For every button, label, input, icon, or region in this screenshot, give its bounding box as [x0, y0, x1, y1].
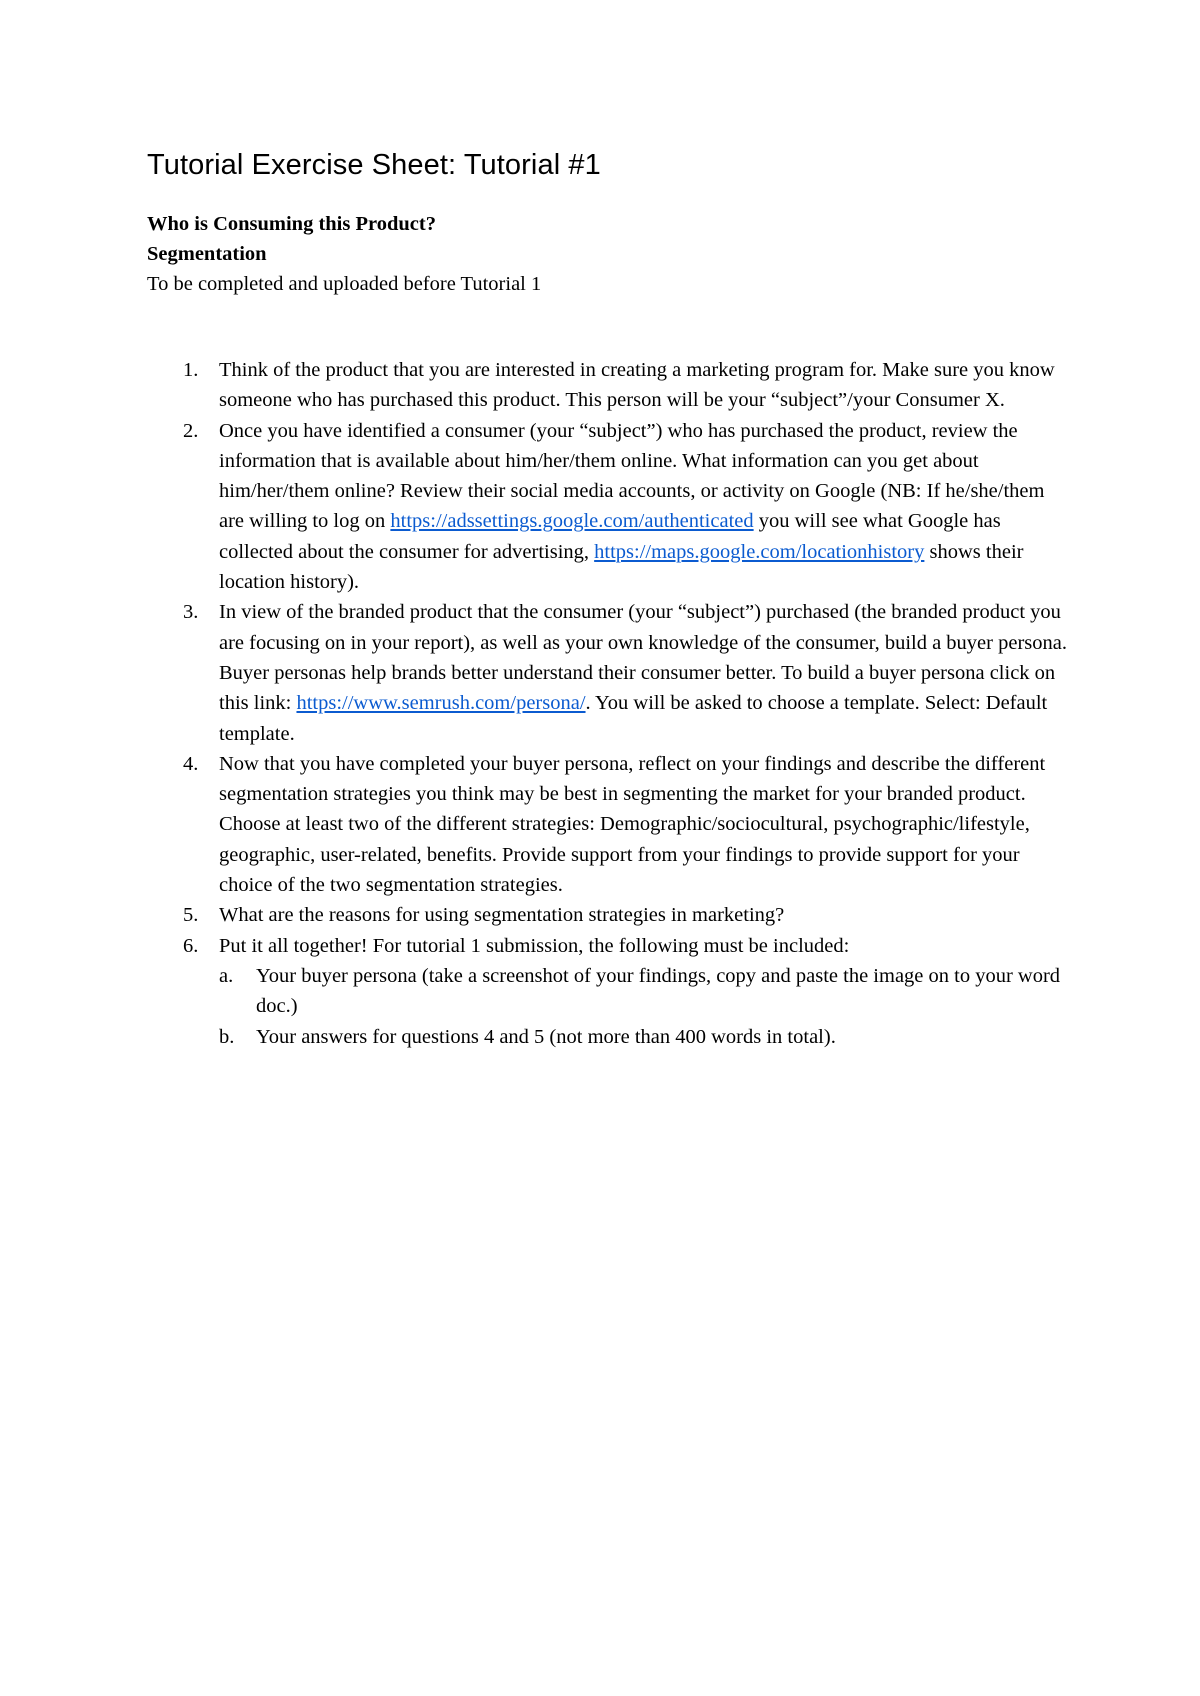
sub-list-letter: b. — [219, 1025, 235, 1048]
list-item-text: you will see what Google has collected about the consumer for advertising, — [219, 510, 1001, 563]
list-item-text: Once you have identified a consumer (your “subject”) who has purchased the product, review the information that is available about him/her/them online. What information can you get about him/her/them online? Review their social media accounts, or activity on Google (NB: If he/she/them are willing to log on — [219, 419, 1045, 533]
sub-list-text: Your buyer persona (take a screenshot of your findings, copy and paste the image on to your word doc.) — [256, 964, 1061, 1018]
ads-settings-link[interactable]: https://adssettings.google.com/authenticated — [390, 510, 754, 533]
list-item-text: Put it all together! For tutorial 1 submission, the following must be included: — [219, 934, 850, 957]
semrush-persona-link[interactable]: https://www.semrush.com/persona/ — [296, 692, 586, 715]
list-item-text: In view of the branded product that the consumer (your “subject”) purchased (the branded product you are focusing on in your report), as well as your own knowledge of the consumer, build a buyer persona. Buyer personas help brands better understand their consumer better. To build a buyer persona click on this link: — [219, 601, 1067, 715]
location-history-link[interactable]: https://maps.google.com/locationhistory — [594, 540, 925, 563]
sub-list-item-a — [219, 961, 1074, 1022]
sub-list — [219, 961, 1074, 1052]
list-number: 3. — [183, 601, 199, 624]
list-item-1 — [147, 355, 1074, 416]
page-title: Tutorial Exercise Sheet: Tutorial #1 — [147, 149, 601, 181]
list-number: 6. — [183, 934, 199, 957]
list-item-5 — [147, 900, 1074, 930]
task-list — [147, 355, 1077, 1052]
instruction-text: To be completed and uploaded before Tutorial 1 — [147, 273, 542, 295]
sub-list-item-b — [219, 1022, 1074, 1052]
sub-list-letter: a. — [219, 964, 234, 987]
list-number: 1. — [183, 359, 199, 381]
list-number: 2. — [183, 419, 199, 442]
list-item-text: Think of the product that you are interested in creating a marketing program for. Make sure you know someone who has purchased this product. This person will be your “subject”/your Consumer X. — [219, 359, 1055, 412]
list-item-text: . You will be asked to choose a template. Select: Default template. — [219, 692, 1048, 745]
list-item-text: shows their location history). — [219, 540, 1024, 594]
list-item-4 — [147, 749, 1074, 900]
document-body — [147, 145, 1077, 1052]
heading-question: Who is Consuming this Product? — [147, 213, 436, 235]
list-item-3 — [147, 597, 1074, 748]
heading-topic: Segmentation — [147, 243, 267, 265]
sub-list-text: Your answers for questions 4 and 5 (not more than 400 words in total). — [256, 1025, 836, 1048]
list-number: 5. — [183, 904, 199, 927]
list-item-2 — [147, 416, 1074, 598]
list-item-6 — [147, 931, 1074, 1052]
list-item-text: Now that you have completed your buyer persona, reflect on your findings and describe the different segmentation strategies you think may be best in segmenting the market for your branded product. Choose at least two of the different strategies: Demographic/sociocultural, psychographic/lifestyle, geographic, user-related, benefits. Provide support from your findings to provide support for your choice of the two segmentation strategies. — [219, 752, 1046, 897]
list-number: 4. — [183, 752, 199, 775]
list-item-text: What are the reasons for using segmentation strategies in marketing? — [219, 904, 785, 927]
